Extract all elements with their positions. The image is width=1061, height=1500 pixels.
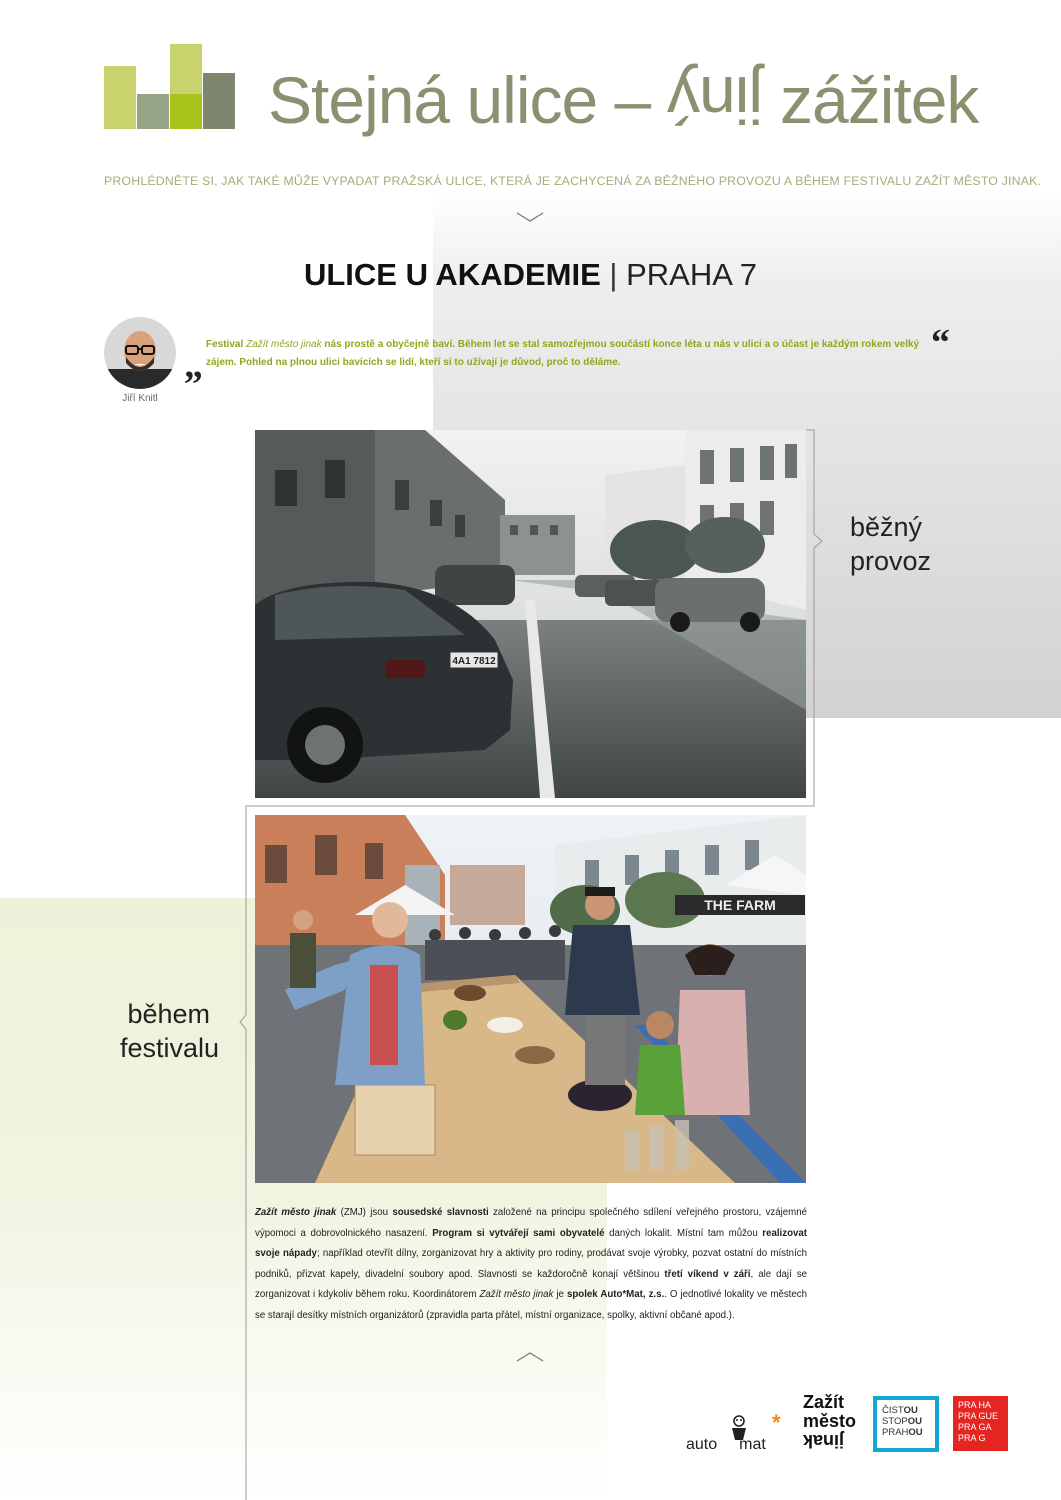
quote-open-mark: „ bbox=[184, 344, 203, 386]
chevron-up-icon bbox=[515, 1350, 545, 1364]
tent-sign: THE FARM bbox=[704, 897, 776, 913]
quote-text: Festival Zažít město jinak nás prostě a obyčejně baví. Během let se stal samozřejmou součástí konce léta u nás v ulici a o účast je každým rokem velký zájem. Pohled na plnou ulici bavících se lidí, kteří si to užívají je důvod, proč to děláme. bbox=[206, 339, 920, 368]
title-flipped-word: jiný bbox=[667, 63, 763, 137]
chevron-down-icon bbox=[515, 210, 545, 224]
quote-author: Jiří Knitl bbox=[122, 393, 158, 404]
photo-normal-traffic bbox=[255, 430, 806, 798]
license-plate: 4A1 7812 bbox=[452, 656, 496, 667]
cistou-stopou-prahou-logo: ČISTOU STOPOU PRAHOU bbox=[873, 1396, 939, 1452]
label-normal-traffic: běžný provoz bbox=[850, 512, 932, 576]
photo-during-festival bbox=[255, 815, 806, 1183]
label-during-festival: během festivalu bbox=[120, 999, 220, 1063]
body-text: Zažít město jinak (ZMJ) jsou sousedské slavnosti založené na principu společného sdílení veřejného prostoru, vzájemné výpomoci a dobrovolnického nasazení. Program si vytvářejí sami obyvatelé daných lokalit. Místní tam můžou realizovat svoje nápady; například otevřít dílny, zorganizovat hry a aktivity pro rodiny, prodávat svoje výrobky, pozvat ostatní do místních podniků, přizvat kapely, divadelní soubory apod. Slavnosti se každoročně konají většinou třetí víkend v září, ale dají se zorganizovat i kdykoliv během roku. Koordinátorem Zažít město jinak je spolek Auto*Mat, z.s.. O jednotlivé lokality ve městech se starají desítky místních organizátorů (zpravidla parta přátel, místní organizace, spolky, aktivní občané apod.). bbox=[255, 1207, 808, 1321]
page-title: Stejná ulice – jiný zážitek bbox=[268, 63, 979, 137]
automat-logo: auto mat * bbox=[686, 1410, 781, 1453]
praha-logo: PRA HA PRA GUE PRA GA PRA G bbox=[953, 1396, 1008, 1451]
zmj-logo-mark bbox=[104, 44, 236, 129]
page-subtitle: PROHLÉDNĚTE SI, JAK TAKÉ MŮŽE VYPADAT PRAŽSKÁ ULICE, KTERÁ JE ZACHYCENÁ ZA BĚŽNÉHO PROVOZU A BĚHEM FESTIVALU ZAŽÍT MĚSTO JINAK. bbox=[104, 174, 1042, 188]
street-heading: ULICE U AKADEMIE | PRAHA 7 bbox=[303, 257, 758, 292]
quote-close-mark: “ bbox=[931, 322, 950, 364]
automat-star: * bbox=[772, 1410, 781, 1435]
avatar bbox=[104, 317, 176, 389]
zazit-mesto-jinak-logo: Zažít město jinak bbox=[803, 1392, 857, 1451]
